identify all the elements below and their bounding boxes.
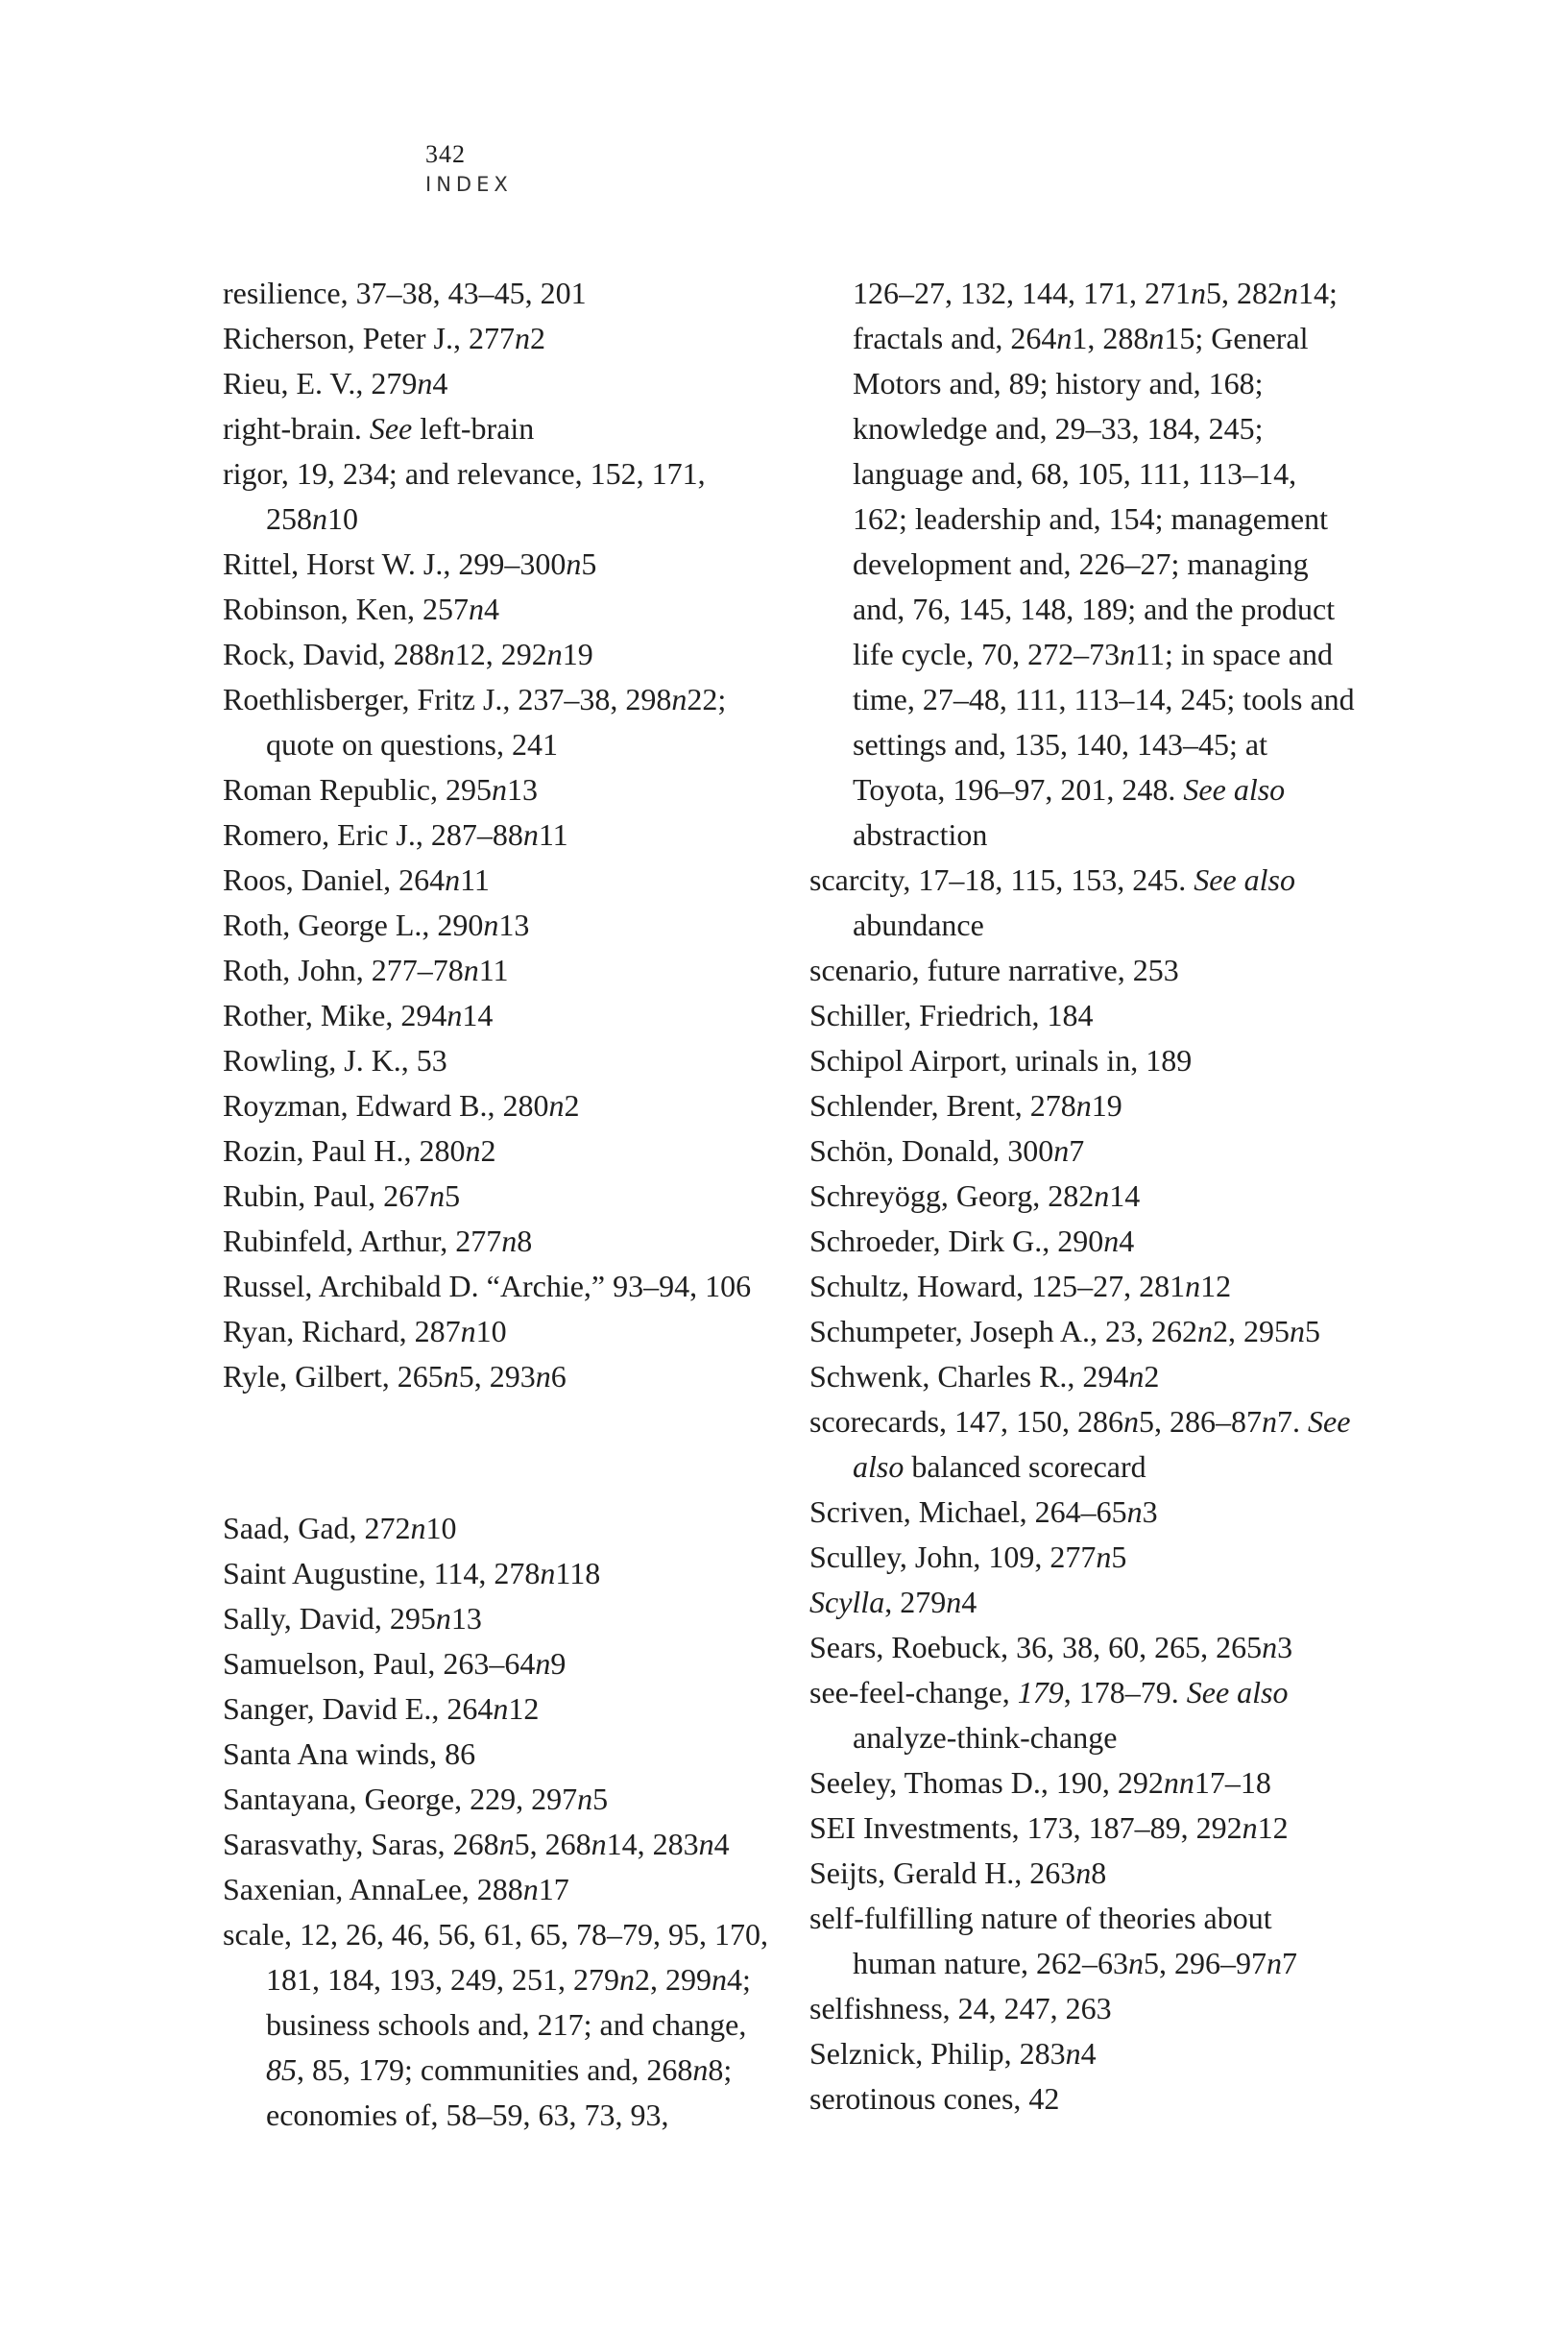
page-header <box>425 139 513 199</box>
index-entry: rigor, 19, 234; and relevance, 152, 171, 258n10 <box>223 456 706 536</box>
index-entry: Roth, George L., 290n13 <box>223 908 530 942</box>
index-entry: self-fulfilling nature of theories about human nature, 262–63n5, 296–97n7 <box>809 1901 1298 1980</box>
index-entry: Sanger, David E., 264n12 <box>223 1691 540 1726</box>
index-entry: Sarasvathy, Saras, 268n5, 268n14, 283n4 <box>223 1827 730 1861</box>
index-entry: scorecards, 147, 150, 286n5, 286–87n7. See also balanced scorecard <box>809 1404 1351 1484</box>
index-entry: Schreyögg, Georg, 282n14 <box>809 1178 1141 1213</box>
index-entry: Sculley, John, 109, 277n5 <box>809 1540 1127 1574</box>
index-entry: Rozin, Paul H., 280n2 <box>223 1133 496 1168</box>
letter-section-gap <box>223 1430 770 1475</box>
index-entry: Romero, Eric J., 287–88n11 <box>223 817 568 852</box>
index-entry: Rowling, J. K., 53 <box>223 1043 447 1078</box>
index-entry: Scriven, Michael, 264–65n3 <box>809 1494 1158 1529</box>
index-entry: Schwenk, Charles R., 294n2 <box>809 1359 1160 1394</box>
index-entry: serotinous cones, 42 <box>809 2081 1060 2116</box>
index-entry: scenario, future narrative, 253 <box>809 953 1179 987</box>
index-entry: Schroeder, Dirk G., 290n4 <box>809 1224 1135 1258</box>
index-entry: Roethlisberger, Fritz J., 237–38, 298n22; quote on questions, 241 <box>223 682 727 762</box>
index-entry: Samuelson, Paul, 263–64n9 <box>223 1646 567 1681</box>
index-entry: Schlender, Brent, 278n19 <box>809 1088 1122 1123</box>
index-entry: scale, 12, 26, 46, 56, 61, 65, 78–79, 95, 170, 181, 184, 193, 249, 251, 279n2, 299n4; business schools and, 217; and change, 85, 85, 179; communities and, 268n8; economies of, 58–59, 63, 73, 93, <box>223 1917 768 2132</box>
index-entry: Scylla, 279n4 <box>809 1585 977 1619</box>
index-entry: Rock, David, 288n12, 292n19 <box>223 637 593 671</box>
index-entry: Santa Ana winds, 86 <box>223 1736 476 1771</box>
index-entry: Richerson, Peter J., 277n2 <box>223 321 545 355</box>
index-entry: Saad, Gad, 272n10 <box>223 1511 457 1545</box>
index-entry: Saxenian, AnnaLee, 288n17 <box>223 1872 569 1906</box>
index-entry: Schön, Donald, 300n7 <box>809 1133 1085 1168</box>
index-entry: Rother, Mike, 294n14 <box>223 998 494 1032</box>
index-entry: Ryle, Gilbert, 265n5, 293n6 <box>223 1359 567 1394</box>
index-entry: Schultz, Howard, 125–27, 281n12 <box>809 1269 1232 1303</box>
index-entry: Roman Republic, 295n13 <box>223 772 538 807</box>
index-entry: Schiller, Friedrich, 184 <box>809 998 1094 1032</box>
index-entry: Roth, John, 277–78n11 <box>223 953 509 987</box>
index-entry: Robinson, Ken, 257n4 <box>223 592 499 626</box>
index-entry: Russel, Archibald D. “Archie,” 93–94, 106 <box>223 1269 752 1303</box>
index-entry: Sally, David, 295n13 <box>223 1601 482 1636</box>
index-entry: Rittel, Horst W. J., 299–300n5 <box>223 546 597 581</box>
index-entry-continuation: 126–27, 132, 144, 171, 271n5, 282n14; fractals and, 264n1, 288n15; General Motors and, 89; history and, 168; knowledge and, 29–33, 184, 245; language and, 68, 105, 111, 113–14, 162; leadership and, 154; management development and, 226–27; managing and, 76, 145, 148, 189; and the product life cycle, 70, 272–73n11; in space and time, 27–48, 111, 113–14, 245; tools and settings and, 135, 140, 143–45; at Toyota, 196–97, 201, 248. See also abstraction <box>853 276 1355 852</box>
index-entry: scarcity, 17–18, 115, 153, 245. See also abundance <box>809 862 1295 942</box>
index-column-right <box>809 271 1359 2122</box>
index-entry: Seeley, Thomas D., 190, 292nn17–18 <box>809 1765 1271 1800</box>
index-entry: Selznick, Philip, 283n4 <box>809 2036 1097 2071</box>
index-entry: Rubin, Paul, 267n5 <box>223 1178 461 1213</box>
index-entry: Rubinfeld, Arthur, 277n8 <box>223 1224 533 1258</box>
index-entry: resilience, 37–38, 43–45, 201 <box>223 276 587 310</box>
index-entry: Seijts, Gerald H., 263n8 <box>809 1855 1107 1890</box>
page-number: 342 <box>425 140 466 168</box>
index-entry: Sears, Roebuck, 36, 38, 60, 265, 265n3 <box>809 1630 1293 1664</box>
index-entry: SEI Investments, 173, 187–89, 292n12 <box>809 1810 1289 1845</box>
index-entry: Schumpeter, Joseph A., 23, 262n2, 295n5 <box>809 1314 1321 1348</box>
index-entry: see-feel-change, 179, 178–79. See also analyze-think-change <box>809 1675 1289 1755</box>
running-head: INDEX <box>425 173 513 196</box>
index-entry: Rieu, E. V., 279n4 <box>223 366 448 400</box>
index-entry: Saint Augustine, 114, 278n118 <box>223 1556 601 1590</box>
index-entry: Santayana, George, 229, 297n5 <box>223 1782 609 1816</box>
index-entry: Roos, Daniel, 264n11 <box>223 862 490 897</box>
index-entry: Ryan, Richard, 287n10 <box>223 1314 507 1348</box>
index-entry: selfishness, 24, 247, 263 <box>809 1991 1112 2025</box>
index-entry: right-brain. See left-brain <box>223 411 535 446</box>
index-column-left <box>223 271 770 2138</box>
index-entry: Royzman, Edward B., 280n2 <box>223 1088 580 1123</box>
index-entry: Schipol Airport, urinals in, 189 <box>809 1043 1193 1078</box>
